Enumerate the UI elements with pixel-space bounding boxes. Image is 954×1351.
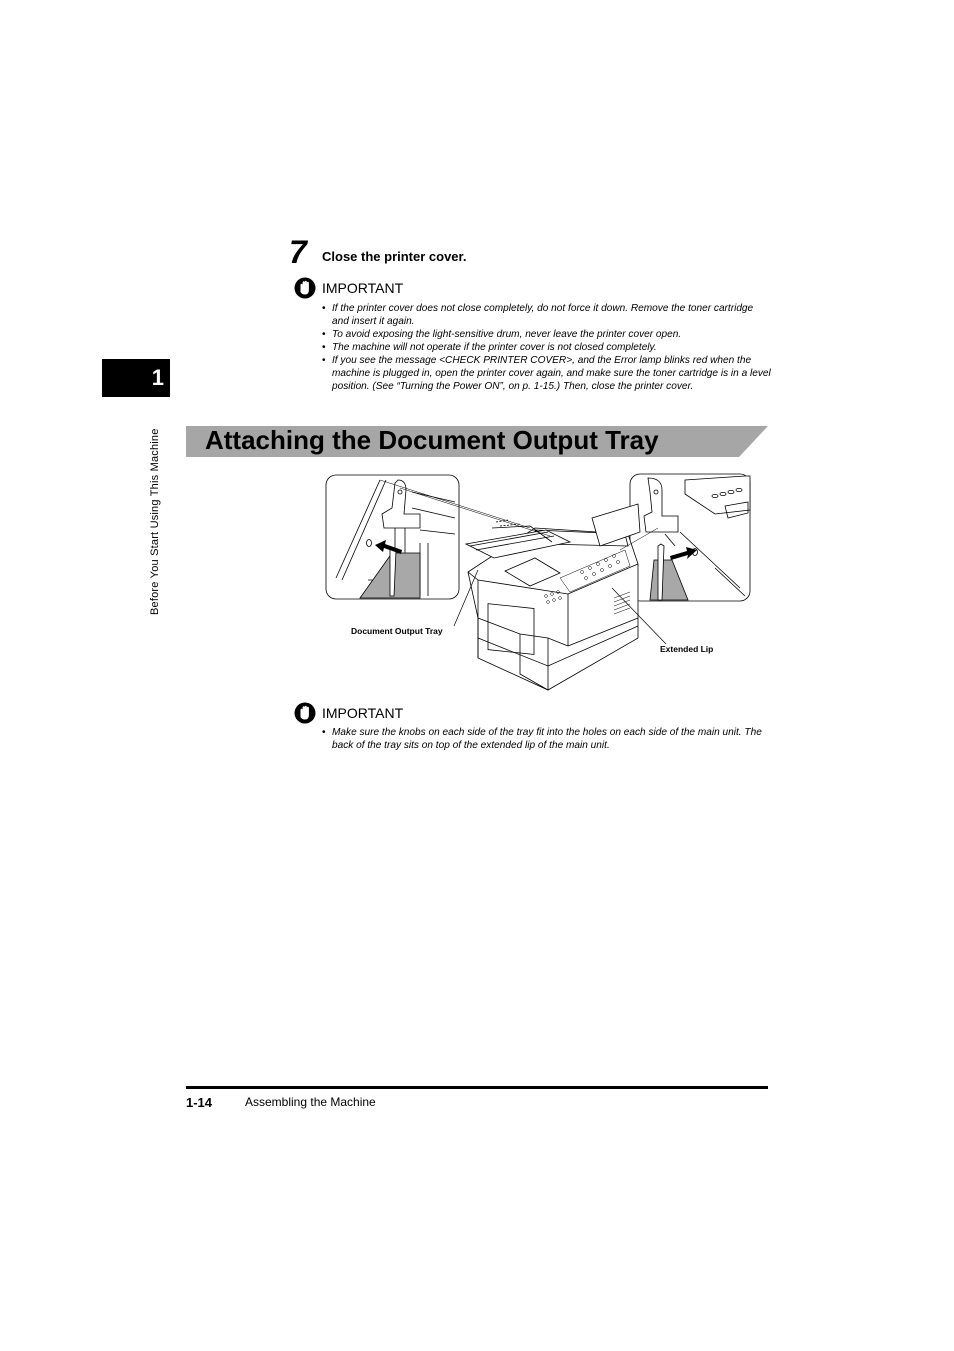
important-list [322,726,772,752]
section-heading: Attaching the Document Output Tray [205,425,659,455]
footer-rule [186,1086,768,1089]
step-text: Close the printer cover. [322,249,467,264]
list-item: • Make sure the knobs on each side of the tray fit into the holes on each side of the main unit. The back of the tray sits on top of the extended lip of the main unit. [322,726,772,752]
list-item: • If you see the message <CHECK PRINTER COVER>, and the Error lamp blinks red when the machine is plugged in, open the printer cover again, and make sure the toner cartridge is in a level position. (See “Turning the Power ON”, on p. 1-15.) Then, close the printer cover. [322,354,772,393]
footer-title: Assembling the Machine [245,1095,376,1109]
important-icon [294,277,316,304]
important-icon [294,702,316,729]
page-number: 1-14 [186,1095,213,1110]
list-item: • To avoid exposing the light-sensitive drum, never leave the printer cover open. [322,328,772,341]
callout-extended-lip: Extended Lip [660,644,714,654]
document-output-tray-illustration [320,468,760,696]
chapter-side-label: Before You Start Using This Machine [149,428,161,615]
chapter-tab: 1 [102,359,170,397]
callout-document-output-tray: Document Output Tray [351,626,443,636]
important-label: IMPORTANT [322,705,404,721]
step-number: 7 [289,234,307,270]
important-list [322,302,772,393]
list-item: • If the printer cover does not close completely, do not force it down. Remove the toner cartridge and insert it again. [322,302,772,328]
list-item: • The machine will not operate if the printer cover is not closed completely. [322,341,772,354]
important-label: IMPORTANT [322,280,404,296]
